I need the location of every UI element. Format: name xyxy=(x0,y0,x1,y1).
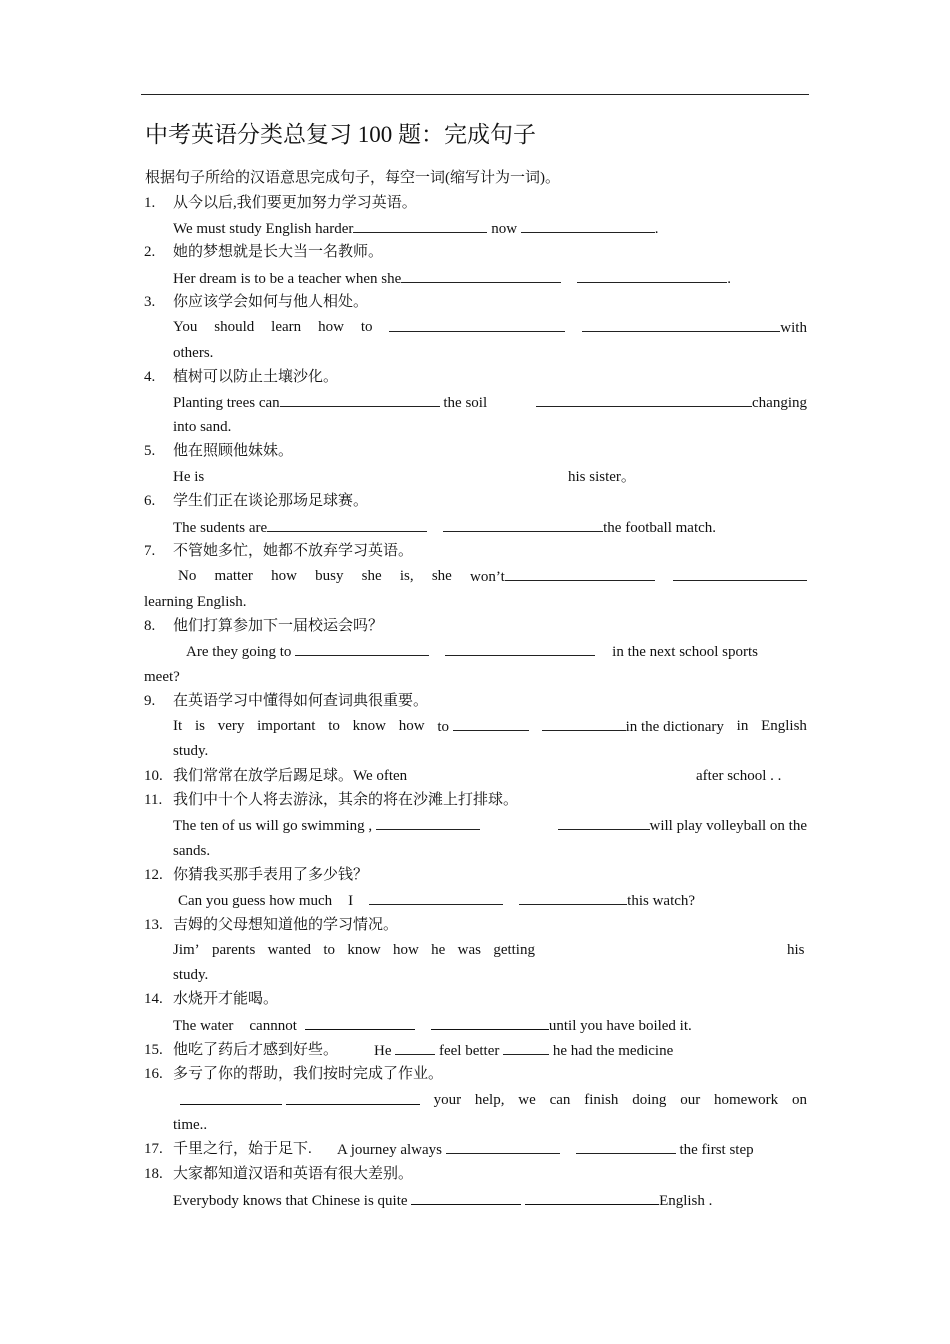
text: he xyxy=(431,942,446,958)
text: help, xyxy=(474,1092,505,1108)
question-chinese: 我们常常在放学后踢足球。We often xyxy=(173,768,408,784)
question-chinese: 水烧开才能喝。 xyxy=(173,991,279,1007)
text: changing xyxy=(752,395,807,411)
question-number: 12. xyxy=(144,867,163,883)
question-chinese: 你应该学会如何与他人相处。 xyxy=(173,294,369,310)
text: with xyxy=(780,320,807,336)
question-english-cont: study. xyxy=(173,967,209,983)
answer-blank[interactable] xyxy=(295,641,429,656)
text: Are they going to xyxy=(186,644,292,660)
question-english-cont: learning English. xyxy=(144,594,247,610)
question-english xyxy=(173,815,807,836)
text: finish xyxy=(584,1092,619,1108)
text: . xyxy=(654,221,659,237)
text: Her dream is to be a teacher when she xyxy=(173,271,402,287)
text: He xyxy=(374,1043,392,1059)
question-english-cont: sands. xyxy=(173,843,211,859)
answer-blank[interactable] xyxy=(536,392,752,407)
answer-blank[interactable] xyxy=(505,566,655,581)
question-english-tail: after school . . xyxy=(696,768,782,784)
text: to xyxy=(328,718,340,734)
question-chinese: 植树可以防止土壤沙化。 xyxy=(173,369,339,385)
text: she xyxy=(431,568,452,584)
answer-blank[interactable] xyxy=(503,1040,549,1055)
text: Planting trees can xyxy=(173,395,280,411)
top-rule xyxy=(141,94,809,95)
answer-blank[interactable] xyxy=(673,566,807,581)
question-chinese: 我们中十个人将去游泳，其余的将在沙滩上打排球。 xyxy=(173,792,519,808)
question-number: 1. xyxy=(144,195,156,211)
text: until you have boiled it. xyxy=(548,1018,692,1034)
text: . xyxy=(727,271,731,287)
question-english-cont: into sand. xyxy=(173,419,232,435)
answer-blank[interactable] xyxy=(446,1139,560,1154)
question-english-tail: his sister。 xyxy=(568,469,636,485)
question-chinese: 多亏了你的帮助，我们按时完成了作业。 xyxy=(173,1066,444,1082)
question-english xyxy=(180,1090,807,1111)
text: should xyxy=(214,319,255,335)
question-english xyxy=(173,1015,692,1036)
text: is xyxy=(194,718,205,734)
text: we xyxy=(518,1092,536,1108)
text: feel better xyxy=(439,1043,500,1059)
answer-blank[interactable] xyxy=(525,1190,659,1205)
text: Jim’ xyxy=(173,942,200,958)
text: getting xyxy=(493,942,535,958)
question-number: 4. xyxy=(144,369,156,385)
question-number: 13. xyxy=(144,917,163,933)
answer-blank[interactable] xyxy=(353,218,487,233)
question-chinese: 她的梦想就是长大当一名教师。 xyxy=(173,244,384,260)
question-english-cont: others. xyxy=(173,345,214,361)
question-chinese: 你猜我买那手表用了多少钱？ xyxy=(173,867,369,883)
answer-blank[interactable] xyxy=(305,1015,415,1030)
text: to xyxy=(323,942,335,958)
answer-blank[interactable] xyxy=(453,716,529,731)
question-english xyxy=(173,716,807,737)
answer-blank[interactable] xyxy=(286,1090,420,1105)
question-chinese: 学生们正在谈论那场足球赛。 xyxy=(173,493,369,509)
question-number: 14. xyxy=(144,991,163,1007)
question-english-tail: his xyxy=(787,942,805,958)
answer-blank[interactable] xyxy=(558,815,650,830)
text: You xyxy=(173,319,198,335)
text: in the dictionary xyxy=(625,719,724,735)
question-english xyxy=(178,566,807,587)
text: doing xyxy=(632,1092,667,1108)
text: the soil xyxy=(443,395,488,411)
answer-blank[interactable] xyxy=(280,392,440,407)
question-number: 11. xyxy=(144,792,163,808)
text: your xyxy=(433,1092,462,1108)
question-number: 5. xyxy=(144,443,156,459)
answer-blank[interactable] xyxy=(411,1190,521,1205)
question-chinese: 千里之行，始于足下. xyxy=(173,1141,312,1157)
text: now xyxy=(491,221,518,237)
text: The sudents are xyxy=(173,520,268,536)
text: she xyxy=(361,568,382,584)
question-number: 6. xyxy=(144,493,156,509)
text: this watch? xyxy=(627,893,696,909)
question-english xyxy=(173,268,731,289)
text: on xyxy=(791,1092,807,1108)
text: English xyxy=(761,718,807,734)
text: It xyxy=(173,718,183,734)
question-english xyxy=(173,218,659,239)
question-number: 17. xyxy=(144,1141,163,1157)
text: No xyxy=(178,568,197,584)
question-number: 16. xyxy=(144,1066,163,1082)
answer-blank[interactable] xyxy=(376,815,480,830)
question-number: 7. xyxy=(144,543,156,559)
answer-blank[interactable] xyxy=(369,890,503,905)
text: won’t xyxy=(470,569,505,585)
text: how xyxy=(398,718,425,734)
question-english xyxy=(337,1139,754,1160)
instruction: 根据句子所给的汉语意思完成句子，每空一词(缩写计为一词)。 xyxy=(145,170,560,186)
answer-blank[interactable] xyxy=(431,1015,549,1030)
page-title: 中考英语分类总复习 100 题：完成句子 xyxy=(145,122,536,147)
answer-blank[interactable] xyxy=(519,890,627,905)
text: he had the medicine xyxy=(552,1043,674,1059)
question-chinese: 在英语学习中懂得如何查词典很重要。 xyxy=(173,693,429,709)
text: The ten of us will go swimming , xyxy=(173,818,373,834)
text: is, xyxy=(399,568,414,584)
answer-blank[interactable] xyxy=(445,641,595,656)
question-english xyxy=(173,517,716,538)
text: the first step xyxy=(679,1142,754,1158)
text: We must study English harder xyxy=(173,221,354,237)
answer-blank[interactable] xyxy=(542,716,626,731)
text: parents xyxy=(212,942,256,958)
question-chinese: 他在照顾他妹妹。 xyxy=(173,443,294,459)
text: English . xyxy=(659,1193,713,1209)
text: the football match. xyxy=(603,520,717,536)
text: was xyxy=(457,942,481,958)
answer-blank[interactable] xyxy=(582,317,780,332)
answer-blank[interactable] xyxy=(401,268,561,283)
text: cannnot xyxy=(249,1018,297,1034)
text: know xyxy=(347,942,381,958)
text: our xyxy=(680,1092,701,1108)
text: how xyxy=(271,568,297,584)
question-chinese: 不管她多忙，她都不放弃学习英语。 xyxy=(173,543,414,559)
question-english-cont: meet? xyxy=(144,669,180,685)
question-english xyxy=(173,1190,712,1211)
answer-blank[interactable] xyxy=(576,1139,676,1154)
question-number: 8. xyxy=(144,618,156,634)
text: Can you guess how much xyxy=(178,893,333,909)
text: Everybody knows that Chinese is quite xyxy=(173,1193,408,1209)
answer-blank[interactable] xyxy=(395,1040,435,1055)
question-number: 3. xyxy=(144,294,156,310)
question-english-cont: time.. xyxy=(173,1117,208,1133)
text: matter xyxy=(214,568,253,584)
text: learn xyxy=(271,319,302,335)
text: to xyxy=(437,719,450,735)
answer-blank[interactable] xyxy=(521,218,655,233)
question-number: 2. xyxy=(144,244,156,260)
question-english xyxy=(173,317,807,338)
question-chinese: 从今以后,我们要更加努力学习英语。 xyxy=(173,195,417,211)
question-chinese: 他吃了药后才感到好些。 xyxy=(173,1042,339,1058)
text: homework xyxy=(714,1092,779,1108)
text: A journey always xyxy=(337,1142,442,1158)
answer-blank[interactable] xyxy=(180,1090,282,1105)
answer-blank[interactable] xyxy=(389,317,565,332)
text: will play volleyball on the xyxy=(649,818,807,834)
question-chinese: 吉姆的父母想知道他的学习情况。 xyxy=(173,917,399,933)
answer-blank[interactable] xyxy=(443,517,603,532)
text: very xyxy=(217,718,245,734)
text: in xyxy=(736,718,749,734)
question-english xyxy=(186,641,758,662)
question-chinese: 他们打算参加下一届校运会吗？ xyxy=(173,618,384,634)
text: know xyxy=(352,718,387,734)
answer-blank[interactable] xyxy=(577,268,727,283)
text: important xyxy=(257,718,316,734)
question-chinese: 大家都知道汉语和英语有很大差别。 xyxy=(173,1166,414,1182)
question-english: He is xyxy=(173,469,205,485)
text: can xyxy=(549,1092,571,1108)
text: The water xyxy=(173,1018,234,1034)
question-english-cont: study. xyxy=(173,743,209,759)
text: how xyxy=(318,319,344,335)
text: to xyxy=(360,319,373,335)
question-number: 10. xyxy=(144,768,163,784)
question-english xyxy=(374,1040,673,1061)
question-english xyxy=(173,940,535,960)
text: wanted xyxy=(267,942,311,958)
question-number: 18. xyxy=(144,1166,163,1182)
text: in the next school sports xyxy=(612,644,758,660)
text: how xyxy=(392,942,419,958)
question-number: 9. xyxy=(144,693,156,709)
question-english xyxy=(178,890,695,911)
text: I xyxy=(348,893,354,909)
question-number: 15. xyxy=(144,1042,163,1058)
answer-blank[interactable] xyxy=(267,517,427,532)
text: busy xyxy=(315,568,344,584)
question-english xyxy=(173,392,807,413)
